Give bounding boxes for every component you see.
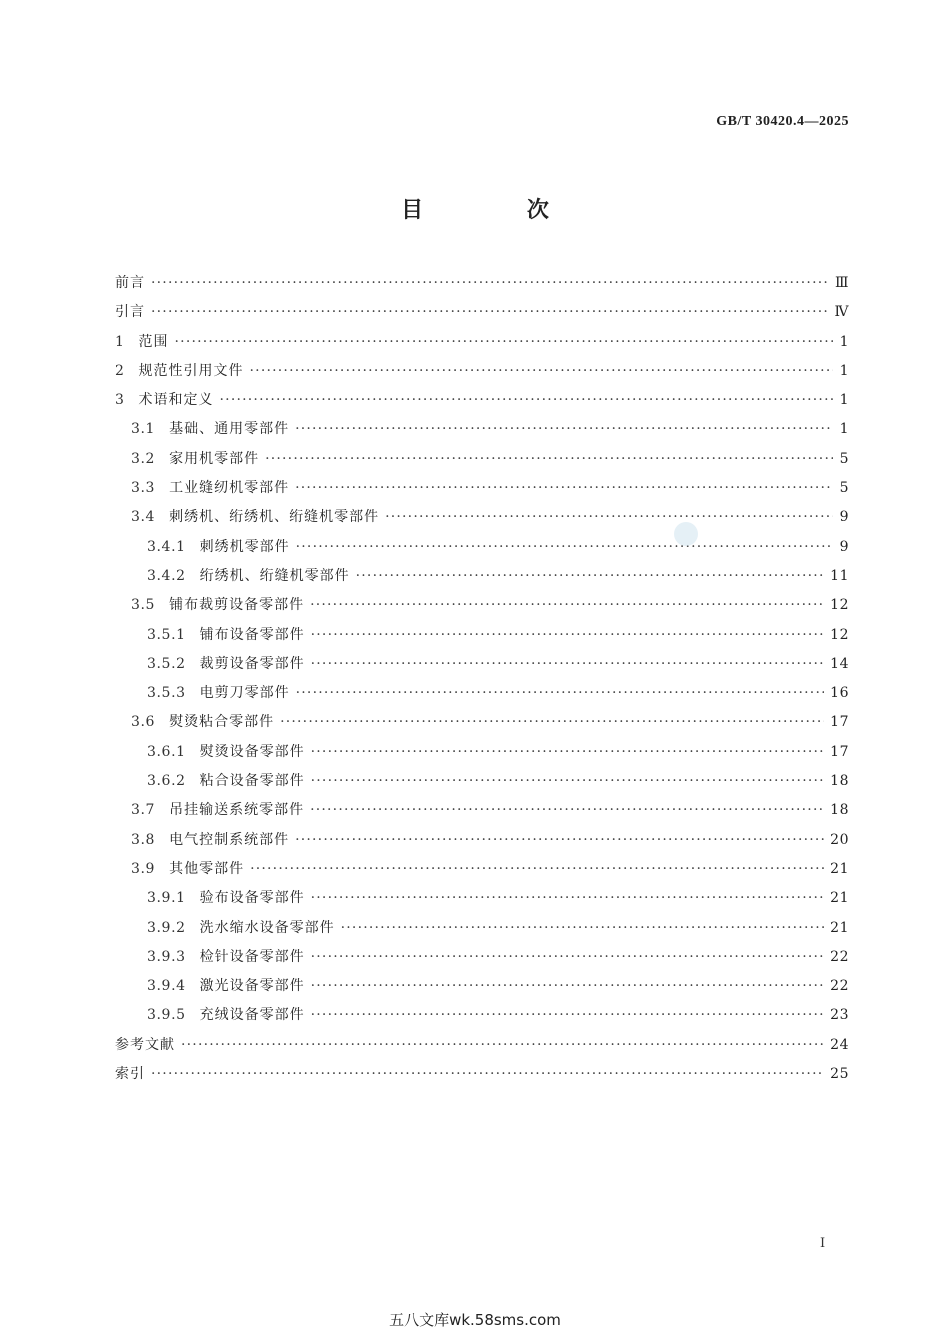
toc-entry-number: 3.2 [131,450,156,467]
toc-entry-page: Ⅳ [834,304,849,321]
toc-entry-title: 参考文献 [115,1036,175,1053]
toc-entry[interactable] [115,448,849,477]
toc-entry-title: 前言 [115,275,145,291]
toc-entry-page: 21 [830,919,849,936]
toc-entry-title: 电气控制系统部件 [169,831,290,848]
toc-entry[interactable] [115,946,849,975]
toc-entry-number: 3.6 [131,714,156,731]
toc-entry-title: 刺绣机零部件 [199,538,290,555]
toc-entry-title: 刺绣机、绗绣机、绗缝机零部件 [169,509,380,526]
toc-entry[interactable] [115,653,849,682]
toc-entry-title: 绗绣机、绗缝机零部件 [199,567,350,584]
toc-entry-page: 21 [830,890,849,907]
toc-entry-title: 检针设备零部件 [199,948,305,965]
toc-entry-page: 18 [830,802,849,819]
toc-entry-number: 3.7 [131,802,156,819]
toc-entry-number: 3.5.2 [147,655,186,672]
toc-leader-dots [311,978,825,994]
toc-entry-number: 3.9.1 [147,890,186,907]
toc-entry[interactable] [115,331,849,360]
page-number: Ⅰ [820,1236,826,1251]
toc-leader-dots [181,1037,824,1053]
toc-entry-page: 1 [839,362,849,379]
toc-entry-page: 17 [830,743,849,760]
toc-entry-page: 1 [839,421,849,438]
toc-entry-page: 12 [830,626,849,643]
toc-entry-number: 3.1 [131,421,156,438]
toc-entry-title: 吊挂输送系统零部件 [169,802,305,819]
toc-entry-page: 21 [830,860,849,877]
footer-watermark-text: 五八文库wk.58sms.com [389,1311,561,1329]
toc-leader-dots [311,744,825,760]
toc-entry[interactable] [115,829,849,858]
toc-leader-dots [296,539,833,555]
toc-entry-page: 5 [839,450,849,467]
toc-entry-page: 20 [830,831,849,848]
toc-entry[interactable] [115,682,849,711]
toc-leader-dots [356,568,825,584]
toc-entry-number: 3.8 [131,831,156,848]
toc-entry[interactable] [115,1034,849,1063]
toc-leader-dots [220,392,833,408]
toc-entry-page: 23 [830,1007,849,1024]
toc-entry-number: 3 [115,392,125,409]
toc-entry-page: 17 [830,714,849,731]
toc-leader-dots [295,421,833,437]
toc-entry-page: 1 [839,333,849,350]
toc-entry-page: 1 [839,392,849,409]
toc-leader-dots [310,597,824,613]
toc-leader-dots [311,890,825,906]
toc-entry[interactable] [115,536,849,565]
toc-entry[interactable] [115,565,849,594]
toc-entry-title: 范围 [138,333,169,350]
toc-entry[interactable] [115,711,849,740]
toc-entry-page: 5 [839,480,849,497]
toc-entry-title: 电剪刀零部件 [199,685,290,702]
toc-entry[interactable] [115,301,849,330]
toc-leader-dots [341,920,825,936]
toc-leader-dots [280,714,824,730]
toc-entry[interactable] [115,770,849,799]
toc-entry[interactable] [115,975,849,1004]
toc-entry-number: 2 [115,362,125,379]
toc-entry-title: 家用机零部件 [169,450,260,467]
toc-entry-page: 22 [830,978,849,995]
toc-entry-number: 3.3 [131,480,156,497]
toc-entry-title: 熨烫设备零部件 [199,743,305,760]
toc-leader-dots [295,832,824,848]
toc-entry-title: 验布设备零部件 [199,890,305,907]
toc-entry[interactable] [115,506,849,535]
toc-leader-dots [151,1066,824,1082]
toc-entry-title: 索引 [115,1066,145,1083]
toc-entry-number: 3.5 [131,597,156,614]
toc-entry-title: 术语和定义 [138,392,214,409]
toc-entry-page: 22 [830,948,849,965]
toc-entry-number: 3.9.5 [147,1007,186,1024]
toc-leader-dots [385,509,833,525]
toc-entry-number: 3.9 [131,860,156,877]
toc-entry-title: 基础、通用零部件 [169,421,290,438]
toc-entry-number: 3.4.1 [147,538,186,555]
standard-code: GB/T 30420.4—2025 [716,114,849,129]
toc-entry[interactable] [115,917,849,946]
toc-entry-page: 14 [830,655,849,672]
toc-leader-dots [311,1007,825,1023]
toc-entry-page: 9 [839,538,849,555]
toc-entry[interactable] [115,741,849,770]
toc-entry[interactable] [115,418,849,447]
toc-leader-dots [265,451,833,467]
toc-leader-dots [310,802,824,818]
watermark-seal-icon [674,522,698,546]
toc-entry-page: Ⅲ [834,275,849,291]
toc-entry-page: 25 [830,1066,849,1083]
toc-leader-dots [295,480,833,496]
toc-entry[interactable] [115,389,849,418]
toc-leader-dots [151,275,829,291]
toc-entry-title: 其他零部件 [169,860,245,877]
toc-entry-number: 1 [115,333,125,350]
toc-entry-title: 铺布裁剪设备零部件 [169,597,305,614]
toc-entry-page: 9 [839,509,849,526]
toc-entry[interactable] [115,1004,849,1033]
toc-entry-number: 3.9.2 [147,919,186,936]
toc-entry-page: 24 [830,1036,849,1053]
toc-entry-title: 引言 [115,304,145,321]
toc-leader-dots [250,861,824,877]
toc-entry[interactable] [115,858,849,887]
toc-entry-title: 熨烫粘合零部件 [169,714,275,731]
toc-entry-title: 激光设备零部件 [199,978,305,995]
toc-entry-page: 11 [830,567,849,584]
toc-entry-title: 洗水缩水设备零部件 [199,919,335,936]
toc-entry-title: 充绒设备零部件 [199,1007,305,1024]
toc-entry-number: 3.5.3 [147,685,186,702]
toc-leader-dots [175,334,833,350]
toc-entry[interactable] [115,477,849,506]
toc-entry-title: 规范性引用文件 [138,362,244,379]
toc-leader-dots [250,363,833,379]
toc-leader-dots [311,949,825,965]
table-of-contents [115,272,849,1092]
toc-entry-page: 12 [830,597,849,614]
toc-entry-title: 裁剪设备零部件 [199,655,305,672]
toc-entry[interactable] [115,624,849,653]
toc-entry-title: 工业缝纫机零部件 [169,480,290,497]
toc-entry-number: 3.9.4 [147,978,186,995]
toc-entry-number: 3.6.2 [147,773,186,790]
toc-leader-dots [311,627,825,643]
toc-entry[interactable] [115,272,849,301]
toc-entry[interactable] [115,799,849,828]
toc-leader-dots [311,656,825,672]
toc-title: 目 次 [401,198,597,223]
toc-entry[interactable] [115,360,849,389]
toc-entry-number: 3.4 [131,509,156,526]
toc-leader-dots [296,685,825,701]
toc-leader-dots [311,773,825,789]
toc-entry-number: 3.6.1 [147,743,186,760]
toc-entry-title: 粘合设备零部件 [199,773,305,790]
toc-entry-number: 3.9.3 [147,948,186,965]
toc-entry[interactable] [115,1063,849,1092]
toc-leader-dots [151,304,829,320]
toc-entry-number: 3.4.2 [147,567,186,584]
toc-entry[interactable] [115,887,849,916]
toc-entry-page: 18 [830,773,849,790]
toc-entry-page: 16 [830,685,849,702]
toc-entry[interactable] [115,594,849,623]
toc-entry-title: 铺布设备零部件 [199,626,305,643]
toc-entry-number: 3.5.1 [147,626,186,643]
